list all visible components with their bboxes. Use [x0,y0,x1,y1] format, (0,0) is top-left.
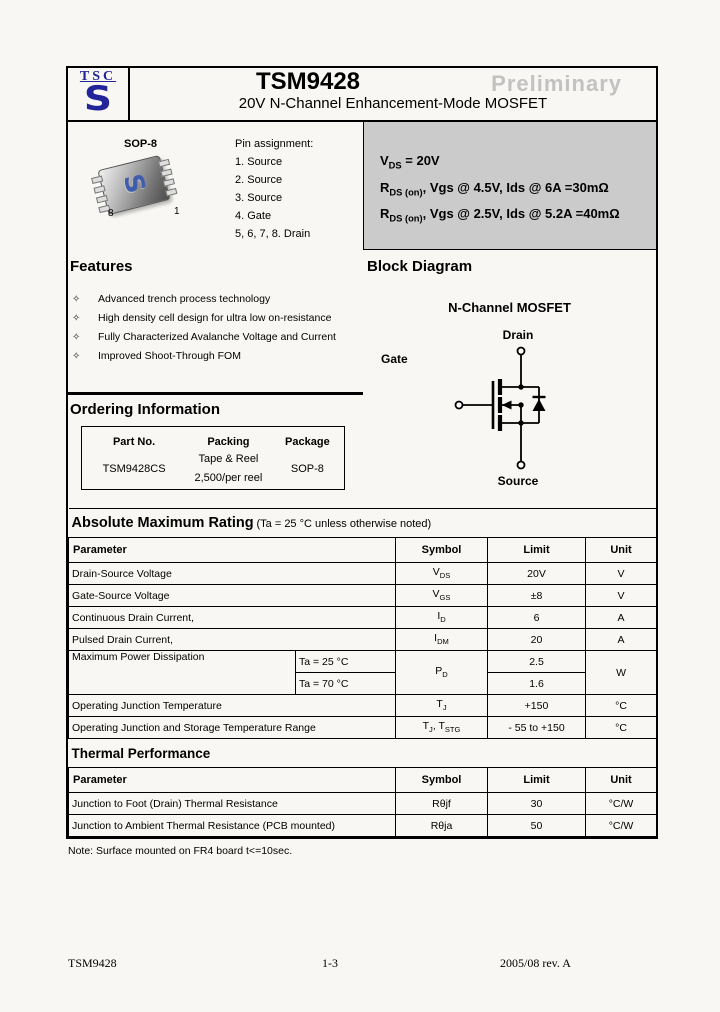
package-section [68,122,656,250]
cell-symbol: $I_D$ [396,607,488,629]
cell-unit: °C [586,717,657,739]
thermal-header-row [69,768,657,793]
chip-pin [163,178,175,186]
page-number: 1-3 [322,956,338,970]
cell-condition: Ta = 70 °C [296,673,396,695]
col-package: Package [285,436,330,448]
drain-label: Drain [502,328,534,342]
cell-unit: °C/W [586,815,657,837]
cell-packing [186,449,271,490]
cell-parameter: Operating Junction and Storage Temperature Range [69,717,396,739]
block-diagram-subtitle: N-Channel MOSFET [448,300,571,315]
diamond-bullet-icon: ✧ [72,332,81,343]
feature-item [72,347,336,366]
table-row [69,717,657,739]
block-diagram-heading: Block Diagram [367,258,473,275]
cell-part-no: TSM9428CS [102,463,166,475]
col-parameter: Parameter [69,768,396,793]
abs-max-heading-row [69,509,657,538]
title-block [130,68,656,120]
cell-parameter: Operating Junction Temperature [69,695,396,717]
col-part-no: Part No. [112,436,156,448]
cell-parameter: Drain-Source Voltage [69,563,396,585]
diamond-bullet-icon: ✧ [72,313,81,324]
pin8-number: 8 [108,208,114,219]
col-packing: Packing [207,436,250,448]
col-symbol: Symbol [396,538,488,563]
table-row [69,815,657,837]
cell-unit: V [586,585,657,607]
cell-limit: 50 [488,815,586,837]
cell-limit: 1.6 [488,673,586,695]
chip-logo-s-icon: S [116,171,151,197]
table-row [69,607,657,629]
chip-pin [158,159,170,167]
table-row [69,695,657,717]
cell-unit: A [586,629,657,651]
table-row [69,585,657,607]
pin-assignment-item: 4. Gate [235,210,272,222]
pin-assignment-item: 1. Source [235,156,283,168]
abs-max-heading [69,509,657,538]
feature-item [72,290,336,309]
cell-symbol: $V_{GS}$ [396,585,488,607]
cell-limit: 20 [488,629,586,651]
cell-parameter: Maximum Power Dissipation [69,651,296,695]
feature-text: Fully Characterized Avalanche Voltage and Current [98,331,336,343]
cell-limit: - 55 to +150 [488,717,586,739]
header [68,68,656,122]
package-cell [68,122,363,250]
cell-parameter: Continuous Drain Current, [69,607,396,629]
thermal-heading [69,739,657,768]
footer-revision: 2005/08 rev. A [500,956,571,970]
cell-unit: A [586,607,657,629]
pin-assignment-list [235,135,313,243]
col-symbol: Symbol [396,768,488,793]
pin-assignment-item: 5, 6, 7, 8. Drain [235,228,311,240]
features-list [72,290,336,366]
chip-pin [165,188,177,196]
mosfet-symbol-icon [443,344,593,472]
diamond-bullet-icon: ✧ [72,294,81,305]
cell-parameter: Junction to Ambient Thermal Resistance (PCB mounted) [69,815,396,837]
cell-parameter: Junction to Foot (Drain) Thermal Resistance [69,793,396,815]
cell-symbol: $T_J$, $T_{STG}$ [396,717,488,739]
chip-pin [96,195,108,203]
cell-limit: ±8 [488,585,586,607]
cell-unit: W [586,651,657,695]
pin1-number: 1 [174,206,180,217]
tsc-logo [68,68,130,120]
footer-part-number: TSM9428 [68,956,117,970]
col-limit: Limit [488,768,586,793]
col-unit: Unit [586,538,657,563]
ratings-table [68,508,657,837]
cell-limit: 20V [488,563,586,585]
cell-limit: 6 [488,607,586,629]
source-label: Source [497,474,539,488]
cell-unit: V [586,563,657,585]
block-diagram-column [363,250,656,508]
cell-limit: 2.5 [488,651,586,673]
footnote: Note: Surface mounted on FR4 board t<=10sec. [68,845,293,857]
thermal-heading-row [69,739,657,768]
col-unit: Unit [586,768,657,793]
cell-symbol: $P_D$ [396,651,488,695]
features-column [68,250,363,508]
col-parameter: Parameter [69,538,396,563]
chip-pin [91,176,103,184]
status-label: Preliminary [491,71,622,96]
package-name-label: SOP-8 [124,138,158,150]
chip-pin [160,169,172,177]
pin-assignment-item: 2. Source [235,174,283,186]
feature-item [72,309,336,328]
content-frame [66,66,658,839]
cell-parameter: Pulsed Drain Current, [69,629,396,651]
pin-assignment-title: Pin assignment: [235,138,314,150]
table-row [69,651,657,673]
thermal-title: Thermal Performance [71,745,211,761]
key-spec-line: $V_{DS} = 20V$ [380,153,440,171]
cell-symbol: $I_{DM}$ [396,629,488,651]
key-spec-line: $R_{DS (on)}$, Vgs @ 2.5V, Ids @ 5.2A =40mΩ [380,206,620,224]
feature-text: Improved Shoot-Through FOM [98,350,241,362]
abs-max-title: Absolute Maximum Rating [71,515,254,531]
abs-max-header-row [69,538,657,563]
cell-symbol: $V_{DS}$ [396,563,488,585]
diamond-bullet-icon: ✧ [72,351,81,362]
mosfet-diagram [413,328,623,488]
packing-line: 2,500/per reel [194,472,263,484]
cell-unit: °C [586,695,657,717]
abs-max-condition: (Ta = 25 °C unless otherwise noted) [256,518,432,530]
tsc-logo-s-icon: S [83,79,113,119]
cell-symbol: Rθjf [396,793,488,815]
cell-symbol: $T_J$ [396,695,488,717]
chip-pin [93,185,105,193]
table-row [69,629,657,651]
feature-text: High density cell design for ultra low on-resistance [98,312,332,324]
pin-assignment-item: 3. Source [235,192,283,204]
table-row [69,563,657,585]
ordering-heading: Ordering Information [70,401,220,418]
ordering-table [81,426,345,490]
packing-line: Tape & Reel [198,453,259,465]
cell-package: SOP-8 [290,463,324,475]
col-limit: Limit [488,538,586,563]
section-divider [68,392,363,395]
cell-parameter: Gate-Source Voltage [69,585,396,607]
cell-condition: Ta = 25 °C [296,651,396,673]
key-specs-box [363,122,656,250]
page-title: TSM9428 [255,68,361,95]
ordering-header-row [82,427,345,450]
cell-limit: 30 [488,793,586,815]
cell-symbol: Rθja [396,815,488,837]
cell-limit: +150 [488,695,586,717]
sop8-package-image [97,155,170,215]
feature-item [72,328,336,347]
tsc-logo-text: TSC [79,69,117,84]
cell-unit: °C/W [586,793,657,815]
feature-text: Advanced trench process technology [98,293,271,305]
ordering-row [82,449,345,490]
page-subtitle: 20V N-Channel Enhancement-Mode MOSFET [238,95,548,112]
gate-label: Gate [381,352,408,366]
table-row [69,793,657,815]
key-spec-line: $R_{DS (on)}$, Vgs @ 4.5V, Ids @ 6A =30mΩ [380,179,609,198]
features-heading: Features [70,258,133,275]
mid-section [68,250,656,508]
